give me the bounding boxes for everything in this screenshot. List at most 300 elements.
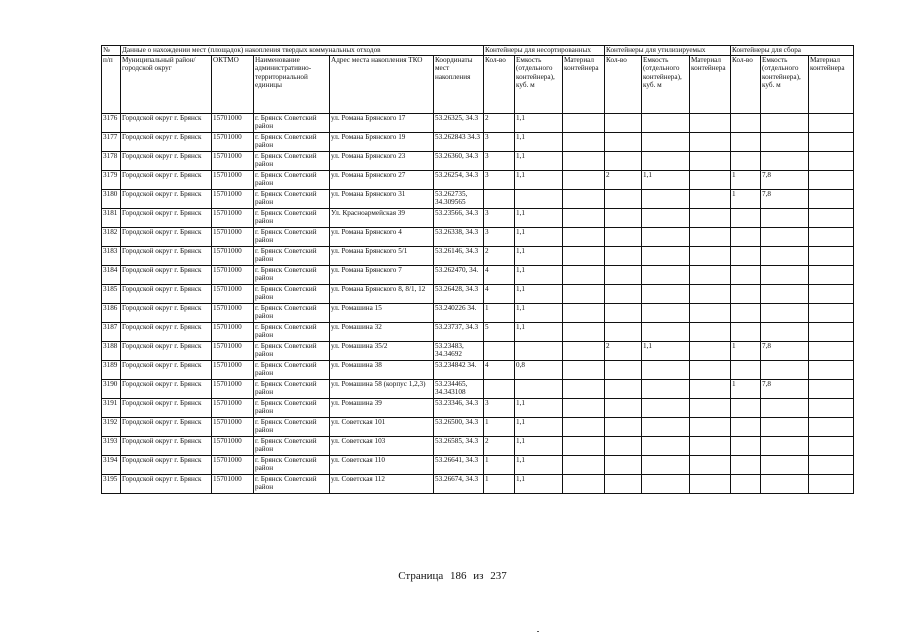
registry-table xyxy=(101,45,854,494)
row-number: 3184 xyxy=(102,266,121,285)
material-3-cell xyxy=(809,418,854,437)
address-cell: ул. Романа Брянского 7 xyxy=(330,266,434,285)
territory-cell: г. Брянск Советский район xyxy=(254,418,330,437)
capacity-2-cell xyxy=(642,152,690,171)
municipal-cell: Городской округ г. Брянск xyxy=(121,380,212,399)
count-cell xyxy=(484,190,515,209)
material-3-cell xyxy=(809,133,854,152)
material-cell xyxy=(563,323,605,342)
capacity-3-cell xyxy=(761,266,809,285)
material-2-cell xyxy=(690,171,731,190)
page-footer xyxy=(0,570,905,582)
coords-cell: 53.240226 34. xyxy=(434,304,484,323)
material-2-cell xyxy=(690,190,731,209)
header-material: Материал контейнера xyxy=(563,56,605,114)
count-2-cell xyxy=(605,114,642,133)
address-cell: ул. Романа Брянского 31 xyxy=(330,190,434,209)
oktmo-cell: 15701000 xyxy=(212,304,254,323)
address-cell: ул. Ромашина 39 xyxy=(330,399,434,418)
oktmo-cell: 15701000 xyxy=(212,323,254,342)
address-cell: ул. Ромашина 15 xyxy=(330,304,434,323)
material-cell xyxy=(563,399,605,418)
capacity-cell: 1,1 xyxy=(515,228,563,247)
row-number: 3176 xyxy=(102,114,121,133)
coords-cell: 53.26585, 34.3 xyxy=(434,437,484,456)
row-number: 3189 xyxy=(102,361,121,380)
address-cell: ул. Советская 112 xyxy=(330,475,434,494)
material-2-cell xyxy=(690,304,731,323)
material-3-cell xyxy=(809,342,854,361)
capacity-3-cell: 7,8 xyxy=(761,171,809,190)
material-2-cell xyxy=(690,247,731,266)
territory-cell: г. Брянск Советский район xyxy=(254,399,330,418)
table-row xyxy=(102,190,854,209)
capacity-cell xyxy=(515,342,563,361)
material-3-cell xyxy=(809,304,854,323)
capacity-2-cell xyxy=(642,190,690,209)
count-3-cell xyxy=(731,437,761,456)
territory-cell: г. Брянск Советский район xyxy=(254,323,330,342)
address-cell: ул. Романа Брянского 17 xyxy=(330,114,434,133)
count-3-cell: 1 xyxy=(731,190,761,209)
header-group-recycle: Контейнеры для утилизируемых xyxy=(605,46,731,56)
material-2-cell xyxy=(690,285,731,304)
capacity-cell: 0,8 xyxy=(515,361,563,380)
capacity-2-cell xyxy=(642,456,690,475)
territory-cell: г. Брянск Советский район xyxy=(254,361,330,380)
row-number: 3179 xyxy=(102,171,121,190)
table-row xyxy=(102,437,854,456)
count-2-cell xyxy=(605,152,642,171)
coords-cell: 53.26360, 34.3 xyxy=(434,152,484,171)
capacity-3-cell xyxy=(761,114,809,133)
capacity-2-cell xyxy=(642,114,690,133)
header-count-2: Кол-во xyxy=(605,56,642,114)
capacity-cell: 1,1 xyxy=(515,323,563,342)
count-cell: 4 xyxy=(484,361,515,380)
oktmo-cell: 15701000 xyxy=(212,133,254,152)
territory-cell: г. Брянск Советский район xyxy=(254,228,330,247)
territory-cell: г. Брянск Советский район xyxy=(254,190,330,209)
header-territory: Наименование административно-территориальной единицы xyxy=(254,56,330,114)
material-2-cell xyxy=(690,114,731,133)
count-cell: 1 xyxy=(484,475,515,494)
table-row xyxy=(102,418,854,437)
header-count: Кол-во xyxy=(484,56,515,114)
count-cell: 3 xyxy=(484,171,515,190)
capacity-cell: 1,1 xyxy=(515,209,563,228)
count-3-cell xyxy=(731,209,761,228)
page-total: 237 xyxy=(490,570,507,582)
count-2-cell xyxy=(605,190,642,209)
header-capacity-3: Емкость (отдельного контейнера), куб. м xyxy=(761,56,809,114)
capacity-2-cell xyxy=(642,380,690,399)
material-cell xyxy=(563,171,605,190)
municipal-cell: Городской округ г. Брянск xyxy=(121,456,212,475)
header-no: № xyxy=(102,46,121,56)
oktmo-cell: 15701000 xyxy=(212,171,254,190)
count-cell: 2 xyxy=(484,114,515,133)
municipal-cell: Городской округ г. Брянск xyxy=(121,266,212,285)
row-number: 3192 xyxy=(102,418,121,437)
capacity-3-cell xyxy=(761,247,809,266)
header-municipal: Муниципальный район/городской округ xyxy=(121,56,212,114)
capacity-2-cell xyxy=(642,285,690,304)
material-3-cell xyxy=(809,475,854,494)
coords-cell: 53.26641, 34.3 xyxy=(434,456,484,475)
material-3-cell xyxy=(809,456,854,475)
municipal-cell: Городской округ г. Брянск xyxy=(121,285,212,304)
capacity-2-cell xyxy=(642,266,690,285)
material-3-cell xyxy=(809,209,854,228)
coords-cell: 53.23346, 34.3 xyxy=(434,399,484,418)
capacity-3-cell xyxy=(761,304,809,323)
table-body xyxy=(102,114,854,494)
count-cell: 2 xyxy=(484,247,515,266)
capacity-cell: 1,1 xyxy=(515,437,563,456)
coords-cell: 53.23483, 34.34692 xyxy=(434,342,484,361)
header-material-3: Материал контейнера xyxy=(809,56,854,114)
municipal-cell: Городской округ г. Брянск xyxy=(121,228,212,247)
territory-cell: г. Брянск Советский район xyxy=(254,171,330,190)
material-2-cell xyxy=(690,456,731,475)
material-3-cell xyxy=(809,285,854,304)
count-cell: 4 xyxy=(484,266,515,285)
material-2-cell xyxy=(690,475,731,494)
oktmo-cell: 15701000 xyxy=(212,361,254,380)
count-cell: 3 xyxy=(484,228,515,247)
capacity-3-cell xyxy=(761,399,809,418)
page-word: Страница xyxy=(398,570,444,582)
count-2-cell xyxy=(605,304,642,323)
capacity-cell: 1,1 xyxy=(515,114,563,133)
coords-cell: 53.26338, 34.3 xyxy=(434,228,484,247)
address-cell: Ул. Красноармейская 39 xyxy=(330,209,434,228)
oktmo-cell: 15701000 xyxy=(212,285,254,304)
oktmo-cell: 15701000 xyxy=(212,228,254,247)
table-row xyxy=(102,152,854,171)
material-3-cell xyxy=(809,437,854,456)
coords-cell: 53.262843 34.3 xyxy=(434,133,484,152)
capacity-cell: 1,1 xyxy=(515,133,563,152)
oktmo-cell: 15701000 xyxy=(212,114,254,133)
count-cell: 3 xyxy=(484,209,515,228)
count-2-cell xyxy=(605,437,642,456)
material-3-cell xyxy=(809,247,854,266)
count-3-cell: 1 xyxy=(731,171,761,190)
coords-cell: 53.23566, 34.3 xyxy=(434,209,484,228)
territory-cell: г. Брянск Советский район xyxy=(254,456,330,475)
capacity-2-cell xyxy=(642,437,690,456)
territory-cell: г. Брянск Советский район xyxy=(254,475,330,494)
registry-sheet xyxy=(101,45,853,494)
address-cell: ул. Романа Брянского 23 xyxy=(330,152,434,171)
count-3-cell xyxy=(731,456,761,475)
row-number: 3178 xyxy=(102,152,121,171)
capacity-cell: 1,1 xyxy=(515,171,563,190)
count-2-cell xyxy=(605,323,642,342)
row-number: 3188 xyxy=(102,342,121,361)
material-cell xyxy=(563,228,605,247)
material-2-cell xyxy=(690,437,731,456)
count-3-cell xyxy=(731,323,761,342)
material-cell xyxy=(563,456,605,475)
material-2-cell xyxy=(690,399,731,418)
coords-cell: 53.26254, 34.3 xyxy=(434,171,484,190)
capacity-2-cell: 1,1 xyxy=(642,342,690,361)
oktmo-cell: 15701000 xyxy=(212,399,254,418)
table-row xyxy=(102,133,854,152)
page-number: 186 xyxy=(450,570,467,582)
row-number: 3180 xyxy=(102,190,121,209)
material-cell xyxy=(563,285,605,304)
count-2-cell xyxy=(605,456,642,475)
header-row-groups xyxy=(102,46,854,56)
count-3-cell: 1 xyxy=(731,342,761,361)
capacity-2-cell xyxy=(642,247,690,266)
capacity-3-cell xyxy=(761,285,809,304)
count-cell: 3 xyxy=(484,133,515,152)
count-2-cell xyxy=(605,418,642,437)
address-cell: ул. Ромашина 35/2 xyxy=(330,342,434,361)
material-cell xyxy=(563,114,605,133)
count-2-cell xyxy=(605,399,642,418)
count-3-cell xyxy=(731,304,761,323)
material-3-cell xyxy=(809,323,854,342)
capacity-cell: 1,1 xyxy=(515,247,563,266)
header-coords: Координаты мест накопления xyxy=(434,56,484,114)
address-cell: ул. Ромашина 38 xyxy=(330,361,434,380)
row-number: 3181 xyxy=(102,209,121,228)
count-cell: 1 xyxy=(484,418,515,437)
row-number: 3195 xyxy=(102,475,121,494)
capacity-2-cell xyxy=(642,475,690,494)
count-3-cell xyxy=(731,133,761,152)
row-number: 3190 xyxy=(102,380,121,399)
capacity-2-cell xyxy=(642,323,690,342)
capacity-3-cell: 7,8 xyxy=(761,190,809,209)
oktmo-cell: 15701000 xyxy=(212,152,254,171)
material-cell xyxy=(563,209,605,228)
header-capacity-2: Емкость (отдельного контейнера), куб. м xyxy=(642,56,690,114)
table-row xyxy=(102,171,854,190)
capacity-cell: 1,1 xyxy=(515,456,563,475)
coords-cell: 53.234465, 34.343108 xyxy=(434,380,484,399)
count-3-cell xyxy=(731,418,761,437)
oktmo-cell: 15701000 xyxy=(212,266,254,285)
oktmo-cell: 15701000 xyxy=(212,475,254,494)
material-cell xyxy=(563,418,605,437)
count-2-cell xyxy=(605,380,642,399)
material-2-cell xyxy=(690,380,731,399)
table-row xyxy=(102,209,854,228)
territory-cell: г. Брянск Советский район xyxy=(254,266,330,285)
capacity-cell xyxy=(515,380,563,399)
territory-cell: г. Брянск Советский район xyxy=(254,437,330,456)
capacity-cell: 1,1 xyxy=(515,304,563,323)
material-cell xyxy=(563,361,605,380)
material-2-cell xyxy=(690,266,731,285)
table-row xyxy=(102,399,854,418)
capacity-cell xyxy=(515,190,563,209)
table-row xyxy=(102,323,854,342)
of-word: из xyxy=(473,570,484,582)
count-3-cell xyxy=(731,228,761,247)
territory-cell: г. Брянск Советский район xyxy=(254,285,330,304)
table-row xyxy=(102,285,854,304)
territory-cell: г. Брянск Советский район xyxy=(254,209,330,228)
material-cell xyxy=(563,190,605,209)
material-2-cell xyxy=(690,342,731,361)
municipal-cell: Городской округ г. Брянск xyxy=(121,437,212,456)
address-cell: ул. Ромашина 58 (корпус 1,2,3) xyxy=(330,380,434,399)
header-group-unsorted: Контейнеры для несортированных xyxy=(484,46,605,56)
coords-cell: 53.262735, 34.309565 xyxy=(434,190,484,209)
header-address: Адрес места накопления ТКО xyxy=(330,56,434,114)
material-3-cell xyxy=(809,171,854,190)
coords-cell: 53.26325, 34.3 xyxy=(434,114,484,133)
municipal-cell: Городской округ г. Брянск xyxy=(121,152,212,171)
oktmo-cell: 15701000 xyxy=(212,418,254,437)
count-3-cell xyxy=(731,247,761,266)
material-3-cell xyxy=(809,361,854,380)
municipal-cell: Городской округ г. Брянск xyxy=(121,418,212,437)
capacity-3-cell xyxy=(761,323,809,342)
municipal-cell: Городской округ г. Брянск xyxy=(121,323,212,342)
count-2-cell xyxy=(605,285,642,304)
capacity-3-cell: 7,8 xyxy=(761,342,809,361)
capacity-2-cell xyxy=(642,209,690,228)
material-cell xyxy=(563,437,605,456)
capacity-cell: 1,1 xyxy=(515,152,563,171)
count-cell: 1 xyxy=(484,304,515,323)
row-number: 3183 xyxy=(102,247,121,266)
count-3-cell xyxy=(731,361,761,380)
material-2-cell xyxy=(690,133,731,152)
coords-cell: 53.262470, 34. xyxy=(434,266,484,285)
header-row-columns xyxy=(102,56,854,114)
count-2-cell xyxy=(605,133,642,152)
capacity-3-cell xyxy=(761,133,809,152)
header-capacity: Емкость (отдельного контейнера), куб. м xyxy=(515,56,563,114)
material-2-cell xyxy=(690,152,731,171)
municipal-cell: Городской округ г. Брянск xyxy=(121,171,212,190)
oktmo-cell: 15701000 xyxy=(212,380,254,399)
capacity-cell: 1,1 xyxy=(515,475,563,494)
coords-cell: 53.26674, 34.3 xyxy=(434,475,484,494)
municipal-cell: Городской округ г. Брянск xyxy=(121,247,212,266)
count-2-cell xyxy=(605,475,642,494)
address-cell: ул. Ромашина 32 xyxy=(330,323,434,342)
row-number: 3182 xyxy=(102,228,121,247)
count-3-cell xyxy=(731,266,761,285)
table-row xyxy=(102,247,854,266)
address-cell: ул. Романа Брянского 8, 8/1, 12 xyxy=(330,285,434,304)
material-2-cell xyxy=(690,361,731,380)
material-cell xyxy=(563,475,605,494)
table-row xyxy=(102,114,854,133)
capacity-2-cell: 1,1 xyxy=(642,171,690,190)
address-cell: ул. Романа Брянского 4 xyxy=(330,228,434,247)
material-3-cell xyxy=(809,228,854,247)
count-cell: 3 xyxy=(484,152,515,171)
municipal-cell: Городской округ г. Брянск xyxy=(121,209,212,228)
count-3-cell: 1 xyxy=(731,380,761,399)
material-3-cell xyxy=(809,152,854,171)
oktmo-cell: 15701000 xyxy=(212,342,254,361)
oktmo-cell: 15701000 xyxy=(212,190,254,209)
address-cell: ул. Советская 103 xyxy=(330,437,434,456)
capacity-2-cell xyxy=(642,304,690,323)
oktmo-cell: 15701000 xyxy=(212,209,254,228)
count-cell: 1 xyxy=(484,456,515,475)
municipal-cell: Городской округ г. Брянск xyxy=(121,114,212,133)
scan-speck xyxy=(537,631,539,632)
territory-cell: г. Брянск Советский район xyxy=(254,152,330,171)
oktmo-cell: 15701000 xyxy=(212,437,254,456)
count-2-cell xyxy=(605,266,642,285)
count-3-cell xyxy=(731,114,761,133)
address-cell: ул. Советская 110 xyxy=(330,456,434,475)
table-row xyxy=(102,228,854,247)
count-3-cell xyxy=(731,399,761,418)
material-cell xyxy=(563,380,605,399)
count-cell: 4 xyxy=(484,285,515,304)
count-3-cell xyxy=(731,285,761,304)
capacity-3-cell: 7,8 xyxy=(761,380,809,399)
table-row xyxy=(102,456,854,475)
material-3-cell xyxy=(809,114,854,133)
material-cell xyxy=(563,133,605,152)
material-cell xyxy=(563,247,605,266)
address-cell: ул. Советская 101 xyxy=(330,418,434,437)
count-2-cell xyxy=(605,361,642,380)
municipal-cell: Городской округ г. Брянск xyxy=(121,361,212,380)
row-number: 3194 xyxy=(102,456,121,475)
municipal-cell: Городской округ г. Брянск xyxy=(121,475,212,494)
oktmo-cell: 15701000 xyxy=(212,247,254,266)
capacity-3-cell xyxy=(761,418,809,437)
coords-cell: 53.23737, 34.3 xyxy=(434,323,484,342)
address-cell: ул. Романа Брянского 27 xyxy=(330,171,434,190)
coords-cell: 53.26500, 34.3 xyxy=(434,418,484,437)
row-number: 3191 xyxy=(102,399,121,418)
header-material-2: Материал контейнера xyxy=(690,56,731,114)
address-cell: ул. Романа Брянского 5/1 xyxy=(330,247,434,266)
municipal-cell: Городской округ г. Брянск xyxy=(121,304,212,323)
count-cell xyxy=(484,342,515,361)
table-row xyxy=(102,380,854,399)
capacity-cell: 1,1 xyxy=(515,399,563,418)
row-number: 3193 xyxy=(102,437,121,456)
count-2-cell xyxy=(605,247,642,266)
coords-cell: 53.234842 34. xyxy=(434,361,484,380)
municipal-cell: Городской округ г. Брянск xyxy=(121,342,212,361)
capacity-cell: 1,1 xyxy=(515,266,563,285)
territory-cell: г. Брянск Советский район xyxy=(254,380,330,399)
material-3-cell xyxy=(809,190,854,209)
count-cell xyxy=(484,380,515,399)
row-number: 3186 xyxy=(102,304,121,323)
header-count-3: Кол-во xyxy=(731,56,761,114)
territory-cell: г. Брянск Советский район xyxy=(254,342,330,361)
count-cell: 3 xyxy=(484,399,515,418)
material-cell xyxy=(563,304,605,323)
material-2-cell xyxy=(690,418,731,437)
count-2-cell xyxy=(605,228,642,247)
capacity-2-cell xyxy=(642,418,690,437)
count-cell: 2 xyxy=(484,437,515,456)
